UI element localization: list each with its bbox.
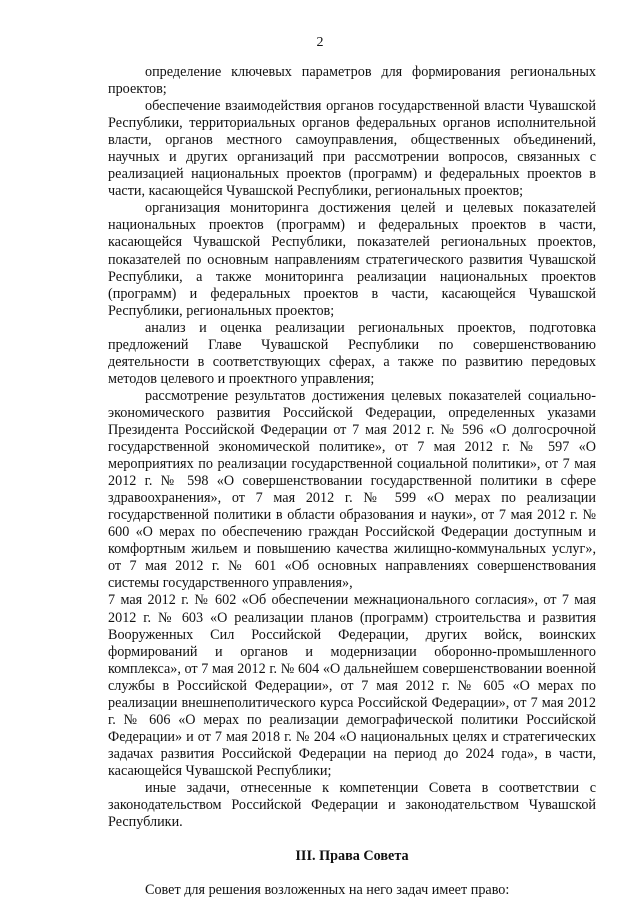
- paragraph-council-rights-intro: Совет для решения возложенных на него задач имеет право:: [145, 882, 510, 899]
- page-number: 2: [316, 35, 324, 50]
- paragraph-analysis: анализ и оценка реализации региональных проектов, подготовка предложений Главе Чувашской Республики по совершенствованию деятельности в соответствующих сферах, а также по развитию передовых методов целевого и проектного управления;: [108, 319, 596, 387]
- paragraph-key-parameters: определение ключевых параметров для формирования региональных проектов;: [108, 64, 596, 98]
- paragraph-results-review: рассмотрение результатов достижения целевых показателей социально-экономического развития Российской Федерации, определенных указами Президента Российской Федерации от 7 мая 2012 г. № 596 «О долгосрочной государственной экономической политике», от 7 мая 2012 г. № 597 «О мероприятиях по реализации государственной социальной политики», от 7 мая 2012 г. № 598 «О совершенствовании государственной политики в сфере здравоохранения», от 7 мая 2012 г. № 599 «О мерах по реализации государственной политики в области образования и науки», от 7 мая 2012 г. № 600 «О мерах по обеспечению граждан Российской Федерации доступным и комфортным жильем и повышению качества жилищно-коммунальных услуг», от 7 мая 2012 г. № 601 «Об основных направлениях совершенствования системы государственного управления»,: [108, 387, 596, 592]
- document-body: [108, 64, 596, 899]
- paragraph-other-tasks: иные задачи, отнесенные к компетенции Совета в соответствии с законодательством Российской Федерации и законодательством Чувашской Республики.: [108, 779, 596, 831]
- paragraph-interaction: обеспечение взаимодействия органов государственной власти Чувашской Республики, территориальных органов федеральных органов исполнительной власти, органов местного самоуправления, общественных объединений, научных и других организаций при рассмотрении вопросов, связанных с реализацией национальных проектов (программ) и федеральных проектов в части, касающейся Чувашской Республики, региональных проектов;: [108, 98, 596, 200]
- section-heading-council-rights: III. Права Совета: [295, 848, 409, 865]
- paragraph-decrees-continuation: 7 мая 2012 г. № 602 «Об обеспечении межнационального согласия», от 7 мая 2012 г. № 603 «О реализации планов (программ) строительства и развития Вооруженных Сил Российской Федерации, других войск, воинских формирований и органов и модернизации оборонно-промышленного комплекса», от 7 мая 2012 г. № 604 «О дальнейшем совершенствовании военной службы в Российской Федерации», от 7 мая 2012 г. № 605 «О мерах по реализации внешнеполитического курса Российской Федерации», от 7 мая 2012 г. № 606 «О мерах по реализации демографической политики Российской Федерации» и от 7 мая 2018 г. № 204 «О национальных целях и стратегических задачах развития Российской Федерации на период до 2024 года», в части, касающейся Чувашской Республики;: [108, 592, 596, 779]
- paragraph-monitoring: организация мониторинга достижения целей и целевых показателей национальных проектов (программ) и федеральных проектов в части, касающейся Чувашской Республики, показателей региональных проектов, показателей по основным направлениям стратегического развития Чувашской Республики, а также мониторинга реализации национальных проектов (программ) и федеральных проектов в части, касающейся Чувашской Республики, региональных проектов;: [108, 200, 596, 319]
